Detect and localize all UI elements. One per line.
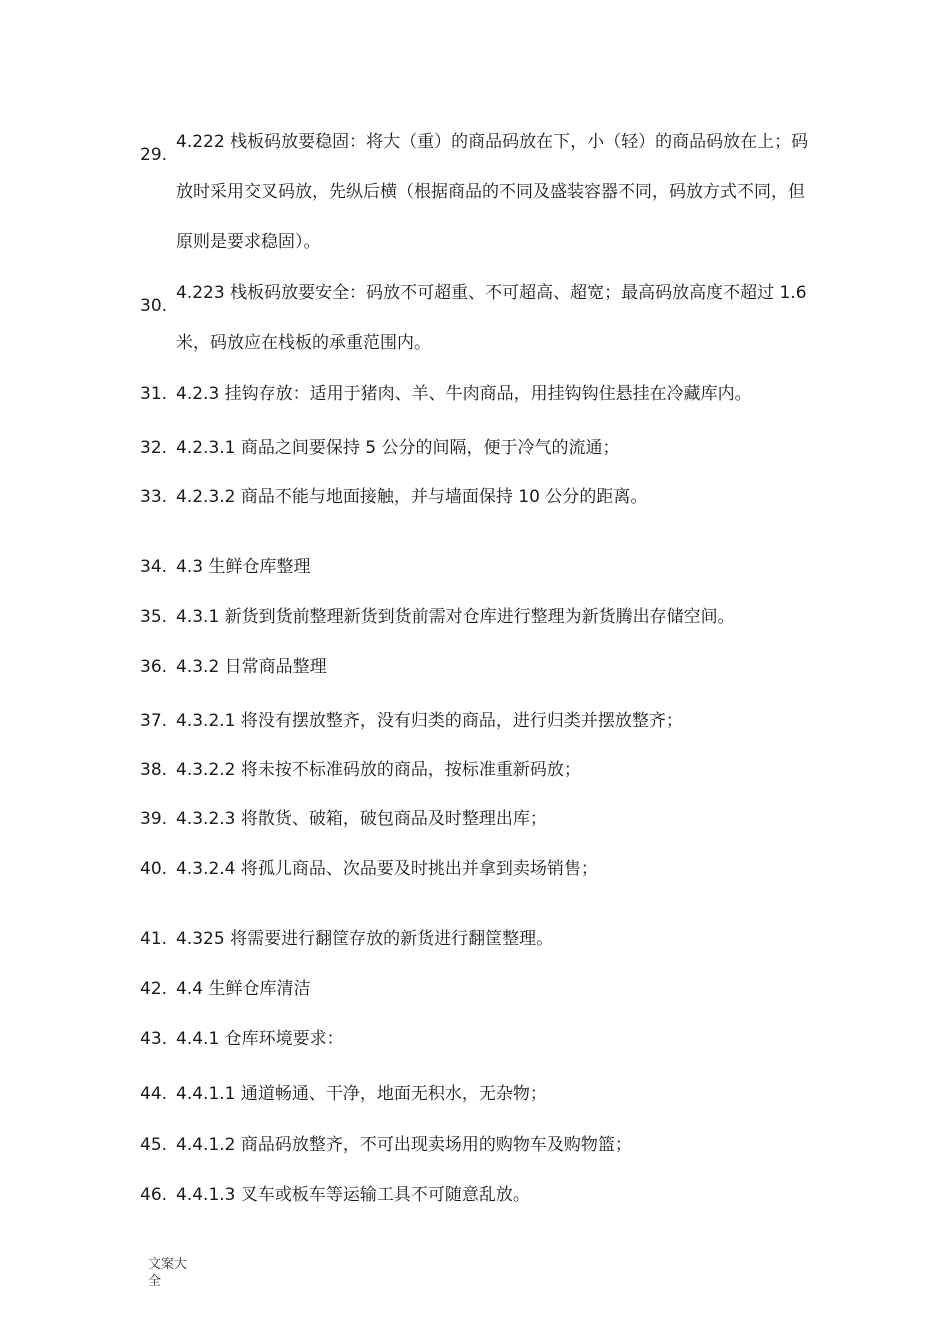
list-item-text: 4.2.3.1 商品之间要保持 5 公分的间隔，便于冷气的流通； <box>176 438 620 458</box>
list-item-number: 44. <box>140 1084 168 1104</box>
list-item-number: 33. <box>140 487 168 507</box>
list-item <box>140 1082 820 1106</box>
list-item-text: 4.4.1.2 商品码放整齐，不可出现卖场用的购物车及购物篮； <box>176 1135 632 1155</box>
list-item-text: 4.3.1 新货到货前整理新货到货前需对仓库进行整理为新货腾出存储空间。 <box>176 607 735 627</box>
list-item-number: 31. <box>140 384 168 404</box>
list-item <box>140 977 820 1001</box>
list-item-text: 4.223 栈板码放要安全：码放不可超重、不可超高、超宽；最高码放高度不超过 1.6 米，码放应在栈板的承重范围内。 <box>176 283 807 353</box>
list-item <box>140 1183 820 1207</box>
list-item <box>140 605 830 629</box>
list-item-text: 4.4.1.1 通道畅通、干净，地面无积水，无杂物； <box>176 1084 547 1104</box>
list-item <box>140 927 820 951</box>
list-item-number: 30. <box>140 296 168 316</box>
list-item-number: 40. <box>140 859 168 879</box>
list-item-text: 4.3 生鲜仓库整理 <box>176 557 311 577</box>
list-item-text: 4.3.2.1 将没有摆放整齐，没有归类的商品，进行归类并摆放整齐； <box>176 711 683 731</box>
list-item-number: 34. <box>140 557 168 577</box>
list-item <box>140 485 820 509</box>
list-item-text: 4.3.2.3 将散货、破箱，破包商品及时整理出库； <box>176 809 547 829</box>
list-item <box>140 807 820 831</box>
list-item-number: 39. <box>140 809 168 829</box>
list-item-number: 35. <box>140 607 168 627</box>
list-item-number: 42. <box>140 979 168 999</box>
list-item <box>140 758 820 782</box>
list-item-text: 4.325 将需要进行翻筐存放的新货进行翻筐整理。 <box>176 929 554 949</box>
list-item-number: 45. <box>140 1135 168 1155</box>
list-item-text: 4.222 栈板码放要稳固：将大（重）的商品码放在下，小（轻）的商品码放在上；码放时采用交叉码放，先纵后横（根据商品的不同及盛装容器不同，码放方式不同，但原则是要求稳固）。 <box>176 132 809 252</box>
page-footer: 文案大全 <box>148 1257 188 1289</box>
list-item <box>140 655 820 679</box>
list-item-text: 4.3.2 日常商品整理 <box>176 657 327 677</box>
list-item <box>140 130 820 267</box>
list-item-text: 4.2.3 挂钩存放：适用于猪肉、羊、牛肉商品，用挂钩钩住悬挂在冷藏库内。 <box>176 384 752 404</box>
list-item <box>140 1027 820 1051</box>
list-item <box>140 382 830 406</box>
list-item-text: 4.2.3.2 商品不能与地面接触，并与墙面保持 10 公分的距离。 <box>176 487 648 507</box>
list-item-number: 32. <box>140 438 168 458</box>
list-item <box>140 281 820 368</box>
list-item <box>140 709 820 733</box>
list-item-number: 41. <box>140 929 168 949</box>
list-item-text: 4.4 生鲜仓库清洁 <box>176 979 311 999</box>
list-item-number: 36. <box>140 657 168 677</box>
list-item-text: 4.3.2.4 将孤儿商品、次品要及时挑出并拿到卖场销售； <box>176 859 598 879</box>
list-item-text: 4.3.2.2 将未按不标准码放的商品，按标准重新码放； <box>176 760 581 780</box>
list-item <box>140 555 820 579</box>
list-item-text: 4.4.1.3 叉车或板车等运输工具不可随意乱放。 <box>176 1185 530 1205</box>
list-item-number: 43. <box>140 1029 168 1049</box>
list-item <box>140 1133 820 1157</box>
list-item-number: 29. <box>140 145 168 165</box>
list-item-text: 4.4.1 仓库环境要求： <box>176 1029 344 1049</box>
list-item-number: 37. <box>140 711 168 731</box>
list-item <box>140 857 820 881</box>
list-item <box>140 436 820 460</box>
list-item-number: 46. <box>140 1185 168 1205</box>
list-item-number: 38. <box>140 760 168 780</box>
